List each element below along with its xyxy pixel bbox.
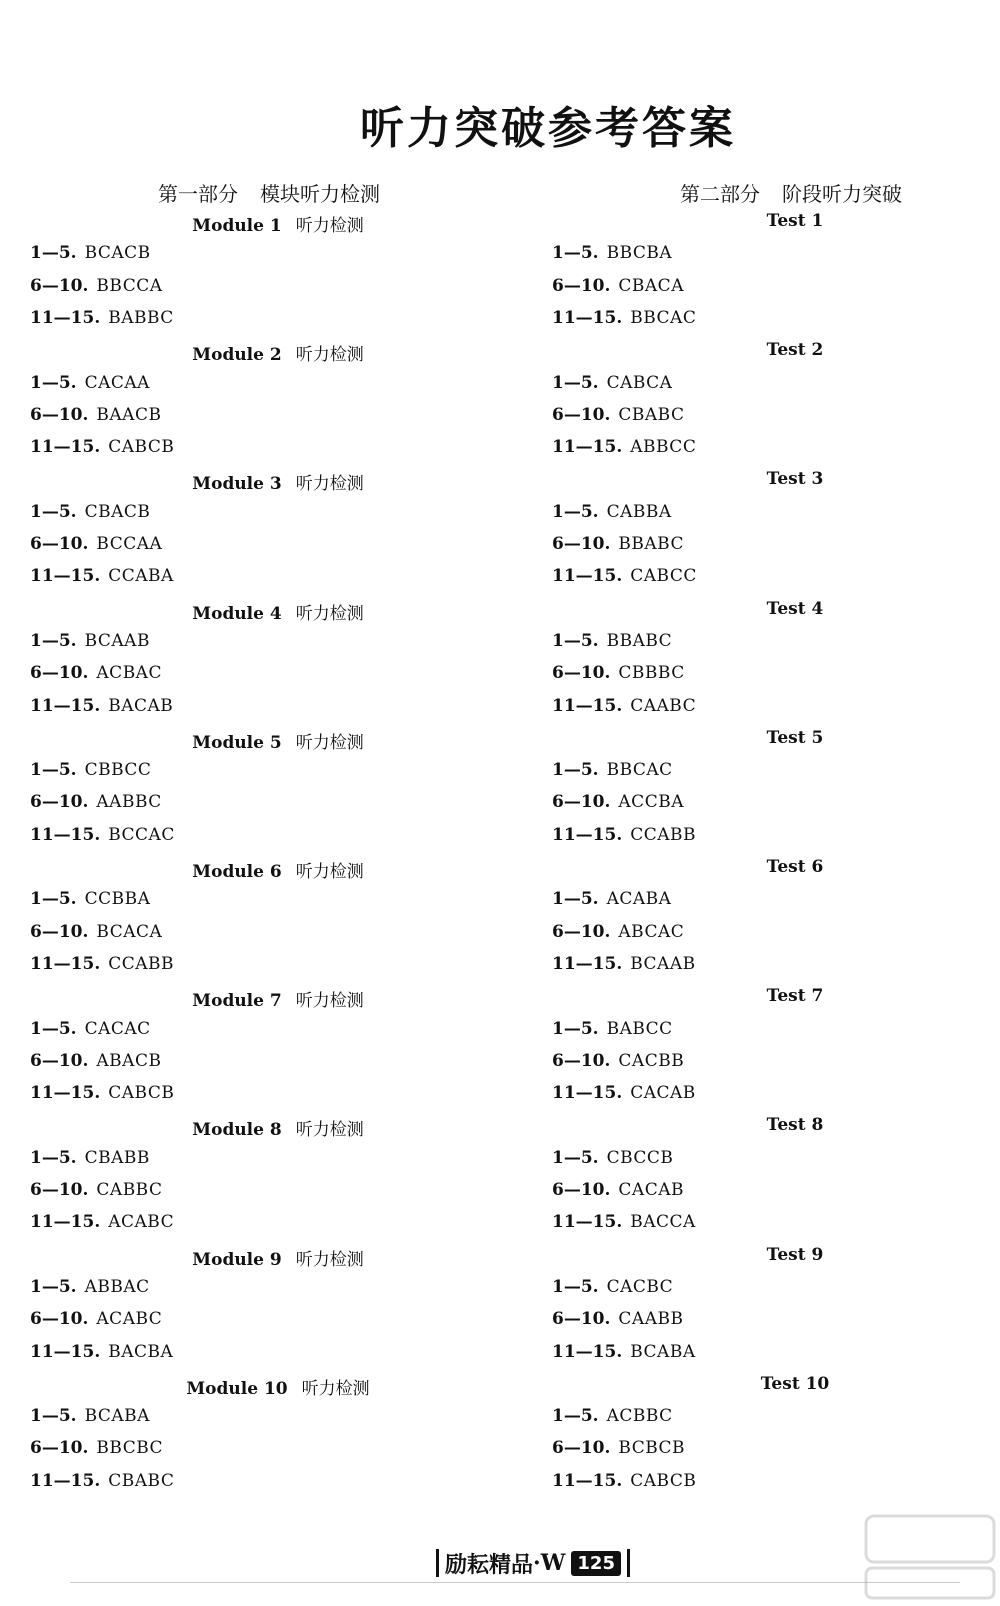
answer-line (30, 405, 161, 425)
answer-value: ABACB (96, 1050, 162, 1071)
module-name: Module 1 (192, 216, 282, 236)
answer-value: CACAB (618, 1180, 684, 1200)
module-suffix: 听力检测 (295, 991, 364, 1012)
answer-line (30, 1180, 163, 1200)
answer-line (30, 631, 150, 651)
answer-line (552, 1051, 684, 1071)
footer-divider (70, 1582, 960, 1583)
module-suffix: 听力检测 (295, 474, 364, 495)
answer-line (30, 373, 150, 393)
answer-line (552, 1471, 696, 1491)
test-name: Test 4 (766, 598, 824, 619)
answer-line (552, 308, 696, 328)
module-suffix: 听力检测 (295, 216, 364, 236)
answer-range: 6—10. (552, 1180, 611, 1200)
test-heading (740, 1245, 850, 1265)
test-heading (740, 986, 850, 1006)
module-heading (178, 340, 378, 365)
answer-value: CACBB (618, 1050, 685, 1071)
module-name: Module 6 (192, 862, 282, 882)
footer-separator: · (533, 1550, 541, 1576)
answer-range: 1—5. (30, 630, 77, 651)
answer-value: ACABC (108, 1212, 175, 1233)
answer-line (30, 1148, 150, 1168)
module-heading (178, 728, 378, 753)
answer-range: 1—5. (552, 1018, 599, 1039)
answer-value: BBABC (606, 630, 673, 651)
answer-value: ABBAC (84, 1276, 150, 1297)
answer-line (30, 437, 174, 457)
answer-value: CABCA (606, 372, 673, 393)
module-suffix: 听力检测 (295, 345, 364, 366)
test-heading (740, 211, 850, 231)
answer-line (552, 663, 685, 683)
answer-line (552, 889, 671, 909)
answer-range: 11—15. (30, 695, 101, 716)
answer-range: 1—5. (552, 1147, 599, 1168)
answer-value: BCCAC (108, 824, 175, 845)
answer-value: ACBAC (96, 663, 162, 684)
answer-range: 1—5. (30, 372, 77, 393)
answer-line (30, 1212, 174, 1232)
part2-heading (680, 178, 902, 207)
answer-range: 6—10. (30, 275, 89, 296)
answer-value: CCABB (630, 824, 697, 845)
answer-value: CABCB (630, 1470, 697, 1491)
answer-range: 1—5. (30, 1018, 77, 1039)
answer-value: CCBBA (84, 889, 151, 910)
answer-range: 11—15. (30, 824, 101, 845)
answer-range: 1—5. (552, 760, 599, 781)
module-name: Module 9 (192, 1249, 282, 1270)
answer-line (30, 502, 150, 522)
answer-range: 1—5. (30, 1406, 77, 1427)
answer-value: ACBBC (606, 1406, 673, 1427)
answer-range: 11—15. (552, 953, 623, 974)
answer-range: 1—5. (30, 243, 77, 264)
answer-value: CCABA (108, 566, 174, 587)
answer-range: 6—10. (552, 663, 611, 684)
part1-name: 模块听力检测 (260, 182, 380, 206)
answer-value: ABBCC (630, 437, 697, 458)
answer-range: 6—10. (30, 1050, 89, 1071)
answer-range: 11—15. (552, 695, 623, 716)
module-name: Module 3 (192, 474, 282, 495)
answer-value: CABCB (108, 1083, 175, 1104)
answer-value: CBCCB (606, 1147, 674, 1168)
test-heading (740, 857, 850, 877)
answer-range: 1—5. (30, 760, 77, 781)
answer-line (552, 373, 672, 393)
answer-range: 6—10. (30, 404, 89, 425)
answer-range: 6—10. (552, 534, 611, 554)
test-name: Test 5 (766, 727, 824, 748)
answer-range: 1—5. (552, 243, 599, 264)
answer-range: 11—15. (552, 307, 623, 328)
answer-line (552, 437, 696, 457)
watermark-logo (860, 1506, 1000, 1606)
answer-line (552, 631, 672, 651)
module-suffix: 听力检测 (295, 1249, 364, 1270)
answer-line (30, 1342, 173, 1362)
test-name: Test 2 (766, 340, 824, 361)
answer-range: 6—10. (552, 1309, 611, 1330)
answer-range: 11—15. (552, 1470, 623, 1491)
answer-value: CACAA (84, 372, 150, 393)
answer-line (30, 1051, 161, 1071)
page-number-badge: 125 (571, 1551, 621, 1576)
answer-line (30, 954, 174, 974)
answer-range: 11—15. (30, 1083, 101, 1104)
test-heading (740, 728, 850, 748)
answer-value: CBABB (84, 1147, 150, 1168)
answer-value: CBABC (618, 404, 685, 425)
footer-bar-left (436, 1549, 439, 1577)
answer-line (30, 922, 162, 942)
answer-range: 6—10. (552, 921, 611, 942)
module-suffix: 听力检测 (295, 1120, 364, 1141)
answer-value: CBACB (84, 501, 151, 522)
answer-range: 1—5. (552, 630, 599, 651)
answer-line (30, 792, 162, 812)
answer-line (552, 954, 696, 974)
answer-value: CAABB (618, 1309, 684, 1330)
module-suffix: 听力检测 (295, 732, 364, 753)
answer-range: 11—15. (552, 437, 623, 458)
answer-line (552, 405, 685, 425)
answer-value: BABBC (108, 307, 174, 328)
part1-heading (158, 178, 380, 207)
answer-range: 6—10. (30, 1438, 89, 1459)
part2-name: 阶段听力突破 (782, 182, 902, 206)
module-name: Module 7 (192, 991, 282, 1012)
answer-range: 11—15. (30, 307, 101, 328)
module-heading (178, 1245, 378, 1270)
test-heading (740, 340, 850, 360)
test-name: Test 8 (766, 1115, 824, 1136)
answer-line (552, 825, 696, 845)
module-name: Module 8 (192, 1120, 282, 1141)
module-suffix: 听力检测 (295, 603, 364, 624)
footer-bar-right (627, 1549, 630, 1577)
answer-line (30, 1438, 163, 1458)
answer-line (30, 825, 175, 845)
module-suffix: 听力检测 (295, 862, 364, 882)
answer-value: ACCBA (618, 792, 684, 813)
answer-line (552, 566, 697, 586)
part1-label: 第一部分 (158, 182, 238, 206)
answer-line (30, 1406, 150, 1426)
answer-range: 1—5. (552, 1406, 599, 1427)
answer-value: CBBCC (84, 760, 152, 781)
answer-range: 1—5. (30, 501, 77, 522)
answer-line (30, 308, 174, 328)
answer-line (552, 696, 696, 716)
answer-range: 1—5. (552, 1276, 599, 1297)
answer-value: ACABC (96, 1309, 163, 1330)
test-name: Test 9 (766, 1244, 824, 1265)
answer-value: BBCBA (606, 243, 673, 264)
test-name: Test 10 (760, 1373, 830, 1394)
module-heading (178, 986, 378, 1011)
answer-line (30, 1019, 151, 1039)
answer-value: CACAC (84, 1018, 151, 1039)
answer-value: BBCBC (96, 1438, 164, 1459)
answer-value: ABCAC (618, 921, 685, 942)
answer-value: BCAAB (630, 953, 696, 974)
test-heading (740, 599, 850, 619)
footer-brand-name: 励耘精品 (445, 1551, 534, 1578)
answer-line (552, 243, 672, 263)
answer-value: BCACB (84, 243, 151, 264)
module-name: Module 4 (192, 603, 282, 624)
module-heading (178, 1374, 378, 1399)
answer-line (30, 760, 151, 780)
answer-value: CACAB (630, 1083, 696, 1104)
answer-value: BCABA (630, 1341, 696, 1362)
answer-line (552, 1406, 673, 1426)
answer-value: BAACB (96, 404, 162, 425)
answer-value: BBCCA (96, 275, 163, 296)
answer-range: 11—15. (30, 1341, 101, 1362)
answer-value: CBBBC (618, 663, 685, 684)
answer-value: CACBC (606, 1276, 674, 1297)
answer-value: ACABA (606, 889, 672, 910)
test-heading (740, 1115, 850, 1135)
answer-line (552, 792, 684, 812)
answer-range: 11—15. (552, 1341, 623, 1362)
answer-range: 11—15. (30, 1470, 101, 1491)
answer-line (552, 760, 673, 780)
part2-label: 第二部分 (680, 182, 760, 206)
footer-series: W (540, 1550, 566, 1576)
answer-line (552, 1277, 673, 1297)
answer-value: BCACA (96, 921, 163, 942)
answer-value: BBABC (618, 534, 684, 554)
answer-value: CAABC (630, 695, 697, 716)
module-heading (178, 599, 378, 624)
answer-range: 6—10. (30, 1309, 89, 1330)
answer-value: BABCC (606, 1018, 673, 1039)
answer-line (30, 889, 150, 909)
answer-line (552, 1212, 696, 1232)
answer-line (552, 1180, 684, 1200)
test-heading (740, 469, 850, 489)
answer-range: 11—15. (30, 953, 101, 974)
answer-line (552, 502, 672, 522)
answer-value: CABCC (630, 566, 697, 587)
answer-line (552, 922, 684, 942)
answer-line (552, 1148, 673, 1168)
test-name: Test 1 (766, 211, 824, 231)
test-name: Test 7 (766, 986, 824, 1007)
answer-line (30, 534, 162, 554)
test-name: Test 3 (766, 469, 824, 490)
answer-line (30, 696, 173, 716)
answer-value: BACCA (630, 1212, 696, 1233)
answer-value: BCABA (84, 1406, 150, 1427)
module-heading (178, 1115, 378, 1140)
answer-range: 6—10. (30, 921, 89, 942)
test-heading (740, 1374, 850, 1394)
answer-value: BCCAA (96, 534, 163, 554)
answer-range: 11—15. (552, 566, 623, 587)
answer-line (30, 276, 163, 296)
answer-line (552, 1019, 673, 1039)
answer-range: 6—10. (552, 275, 611, 296)
answer-range: 11—15. (552, 1083, 623, 1104)
module-suffix: 听力检测 (301, 1378, 370, 1399)
module-name: Module 10 (186, 1378, 288, 1399)
module-name: Module 5 (192, 732, 282, 753)
answer-value: BBCAC (606, 760, 673, 781)
answer-line (30, 663, 162, 683)
answer-value: BACAB (108, 695, 174, 716)
answer-line (552, 534, 684, 554)
answer-line (30, 1277, 150, 1297)
answer-range: 1—5. (552, 889, 599, 910)
answer-line (552, 1342, 696, 1362)
answer-range: 6—10. (30, 1180, 89, 1200)
answer-line (30, 1083, 174, 1103)
answer-range: 6—10. (30, 663, 89, 684)
module-heading (178, 211, 378, 236)
answer-range: 11—15. (30, 566, 101, 587)
answer-value: CCABB (108, 953, 175, 974)
answer-line (552, 1309, 683, 1329)
answer-range: 1—5. (30, 889, 77, 910)
answer-value: CBABC (108, 1470, 175, 1491)
answer-range: 1—5. (552, 372, 599, 393)
answer-line (30, 1471, 174, 1491)
module-name: Module 2 (192, 345, 282, 366)
answer-range: 1—5. (552, 501, 599, 522)
answer-line (552, 1438, 685, 1458)
answer-line (552, 1083, 696, 1103)
answer-line (30, 1309, 162, 1329)
answer-value: BBCAC (630, 307, 697, 328)
answer-range: 11—15. (552, 1212, 623, 1233)
answer-range: 11—15. (30, 437, 101, 458)
answer-range: 6—10. (552, 792, 611, 813)
answer-range: 6—10. (552, 1050, 611, 1071)
answer-range: 11—15. (552, 824, 623, 845)
answer-value: CABBA (606, 501, 672, 522)
footer-brand (430, 1546, 636, 1580)
answer-value: CBACA (618, 275, 684, 296)
answer-value: BCAAB (84, 630, 150, 651)
answer-range: 6—10. (552, 1438, 611, 1459)
answer-line (552, 276, 684, 296)
module-heading (178, 469, 378, 494)
answer-range: 6—10. (30, 534, 89, 554)
answer-value: CABCB (108, 437, 175, 458)
answer-range: 6—10. (30, 792, 89, 813)
answer-line (30, 243, 151, 263)
answer-range: 11—15. (30, 1212, 101, 1233)
answer-range: 1—5. (30, 1147, 77, 1168)
answer-range: 1—5. (30, 1276, 77, 1297)
answer-value: AABBC (96, 792, 162, 813)
page-title: 听力突破参考答案 (360, 103, 736, 154)
answer-range: 6—10. (552, 404, 611, 425)
answer-value: BACBA (108, 1341, 174, 1362)
answer-value: BCBCB (618, 1438, 686, 1459)
module-heading (178, 857, 378, 882)
answer-value: CABBC (96, 1180, 163, 1200)
test-name: Test 6 (766, 857, 824, 877)
answer-line (30, 566, 174, 586)
